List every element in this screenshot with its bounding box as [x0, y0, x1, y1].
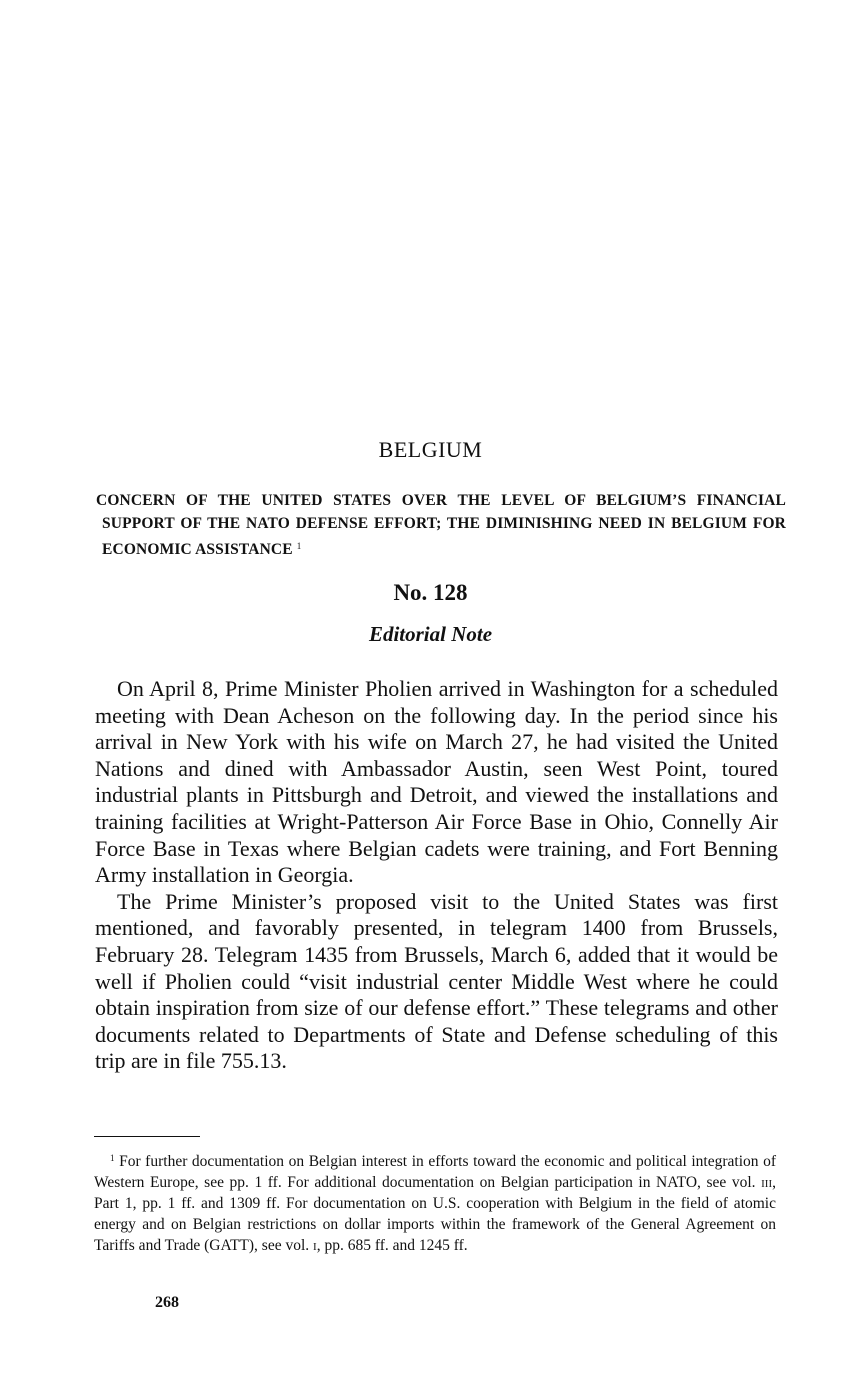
subject-footnote-marker: 1 — [296, 541, 302, 551]
document-type: Editorial Note — [368, 622, 493, 646]
footnote-text-part: , Part 1, pp. 1 ff. and 1309 ff. For documentation on U.S. cooperation with Belgium in the field of atomic energy and on Belgian restrictions on dollar imports within the framework of the General Agreement on Tariffs and Trade (GATT), see vol. — [94, 1174, 777, 1254]
footnote-text-part: , pp. 685 ff. and 1245 ff. — [316, 1237, 468, 1254]
footnote-text-part: For further documentation on Belgian interest in efforts toward the economic and political integration of Western Europe, see pp. 1 ff. For additional documentation on Belgian participation in NATO, see vol. — [94, 1153, 776, 1191]
footnote-divider — [94, 1136, 200, 1137]
editorial-note-body — [95, 676, 778, 1075]
document-number: No. 128 — [393, 580, 468, 605]
page-number: 268 — [155, 1294, 179, 1311]
subject-heading — [96, 490, 786, 562]
subject-text: CONCERN OF THE UNITED STATES OVER THE LEVEL OF BELGIUM’S FINANCIAL SUPPORT OF THE NATO DEFENSE EFFORT; THE DIMINISHING NEED IN BELGIUM FOR ECONOMIC ASSISTANCE — [96, 492, 786, 558]
paragraph: On April 8, Prime Minister Pholien arrived in Washington for a scheduled meeting with Dean Acheson on the following day. In the period since his arrival in New York with his wife on March 27, he had visited the United Nations and dined with Ambassador Austin, seen West Point, toured industrial plants in Pittsburgh and Detroit, and viewed the installations and training facilities at Wright-Patterson Air Force Base in Ohio, Connelly Air Force Base in Texas where Belgian cadets were training, and Fort Benning Army installation in Georgia. — [95, 676, 778, 888]
footnote-volume-numeral: i — [313, 1237, 317, 1254]
paragraph: The Prime Minister’s proposed visit to the United States was first mentioned, and favorably presented, in telegram 1400 from Brussels, February 28. Telegram 1435 from Brussels, March 6, added that it would be well if Pholien could “visit industrial center Middle West where he could obtain inspiration from size of our defense effort.” These telegrams and other documents related to Departments of State and Defense scheduling of this trip are in file 755.13. — [95, 888, 778, 1074]
footnote — [94, 1148, 776, 1256]
footnote-marker: 1 — [110, 1153, 115, 1163]
footnote-volume-numeral: iii — [761, 1174, 773, 1191]
country-heading: BELGIUM — [378, 437, 483, 462]
